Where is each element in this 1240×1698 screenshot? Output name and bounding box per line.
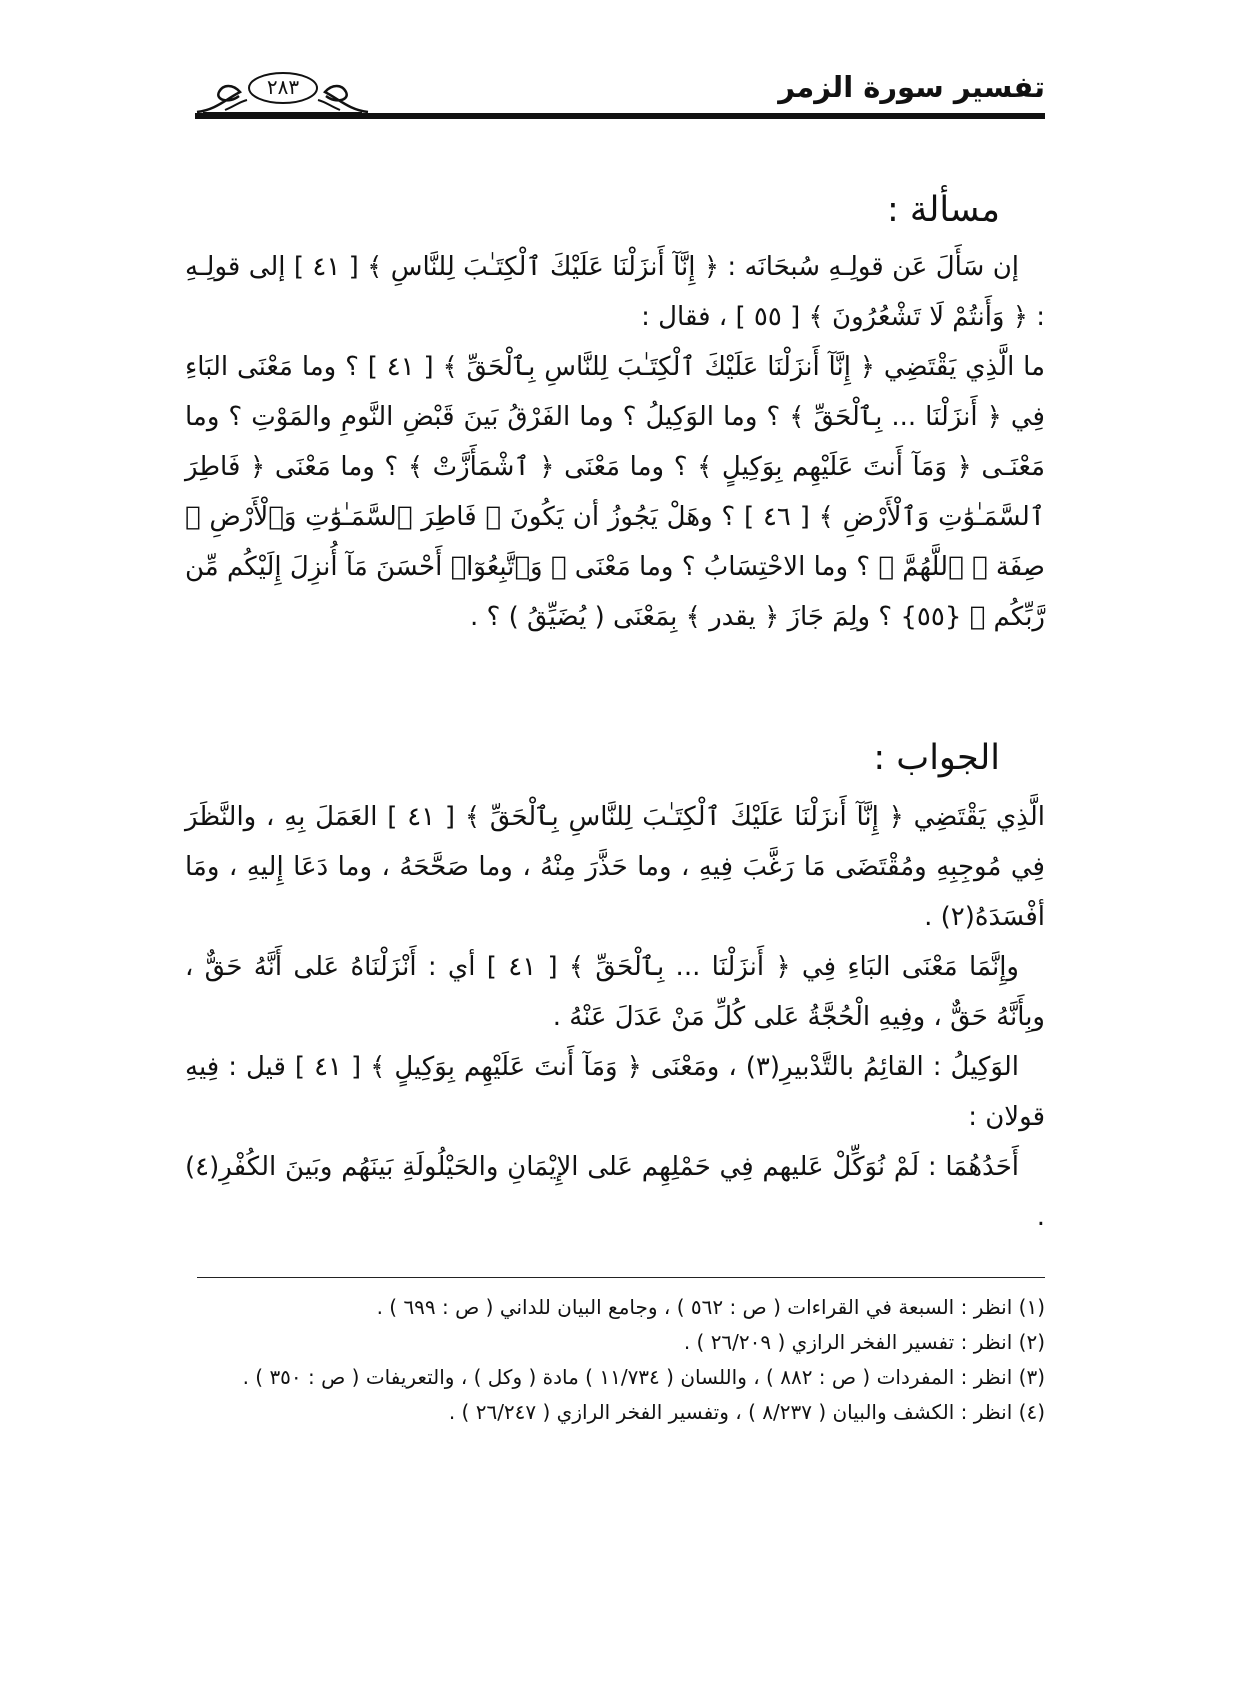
footnote-item <box>185 1360 1045 1395</box>
footnote-text: انظر : الكشف والبيان ( ٨/٢٣٧ ) ، وتفسير الفخر الرازي ( ٢٦/٢٤٧ ) . <box>448 1400 1013 1424</box>
answer-paragraph-3: الوَكِيلُ : القائِمُ بالتَّدْبيرِ(٣) ، ومَعْنَى ﴿ وَمَآ أَنتَ عَلَيْهِم بِوَكِيلٍ ﴾ [ ٤١ ] قيل : فِيهِ قولان : <box>185 1052 1045 1132</box>
header-rule <box>195 113 1045 119</box>
footnote-item <box>185 1290 1045 1325</box>
page-number-ornament <box>195 70 370 114</box>
page-header <box>195 70 1045 114</box>
question-paragraph-2: ما الَّذِي يَقْتَضِي ﴿ إِنَّآ أَنزَلْنَا عَلَيْكَ ٱلْكِتَـٰبَ لِلنَّاسِ بِٱلْحَقِّ ﴾ [ ٤١ ] ؟ وما مَعْنَى البَاءِ فِي ﴿ أَنزَلْنَا ... بِٱلْحَقِّ ﴾ ؟ وما الوَكِيلُ ؟ وما الفَرْقُ بَينَ قَبْضِ النَّومِ والمَوْتِ ؟ وما مَعْنَـى ﴿ وَمَآ أَنتَ عَلَيْهِم بِوَكِيلٍ ﴾ ؟ وما مَعْنَى ﴿ ٱشْمَأَزَّتْ ﴾ ؟ وما مَعْنَى ﴿ فَاطِرَ ٱلسَّمَـٰوَٰتِ وَٱلْأَرْضِ ﴾ [ ٤٦ ] ؟ وهَلْ يَجُوزُ أن يَكُونَ ﴿ فَاطِرَ ٱلسَّمَـٰوَٰتِ وَٱلْأَرْضِ ﴾ صِفَة ﴿ ٱللَّهُمَّ ﴾ ؟ وما الاحْتِسَابُ ؟ وما مَعْنَى ﴿ وَٱتَّبِعُوٓا۟ أَحْسَنَ مَآ أُنزِلَ إِلَيْكُم مِّن رَّبِّكُم ﴾ {٥٥} ؟ ولِمَ جَازَ ﴿ يقدر ﴾ بِمَعْنَى ( يُضَيِّقُ ) ؟ . <box>185 352 1046 632</box>
question-paragraph-1: إن سَأَلَ عَن قولِـهِ سُبحَانَه : ﴿ إِنَّآ أَنزَلْنَا عَلَيْكَ ٱلْكِتَـٰبَ لِلنَّاسِ ﴾ [ ٤١ ] إلى قولِـهِ : ﴿ وَأَنتُمْ لَا تَشْعُرُونَ ﴾ [ ٥٥ ] ، فقال : <box>185 252 1045 332</box>
answer-heading: الجواب : <box>873 738 1000 778</box>
answer-paragraph-2: وإِنَّمَا مَعْنَى البَاءِ فِي ﴿ أَنزَلْنَا ... بِٱلْحَقِّ ﴾ [ ٤١ ] أي : أَنْزَلْنَاهُ عَلى أَنَّهُ حَقٌّ ، وبِأَنَّهُ حَقٌّ ، وفِيهِ الْحُجَّةُ عَلى كُلِّ مَنْ عَدَلَ عَنْهُ . <box>185 952 1045 1032</box>
footnotes <box>185 1290 1045 1430</box>
footnote-text: انظر : السبعة في القراءات ( ص : ٥٦٢ ) ، وجامع البيان للداني ( ص : ٦٩٩ ) . <box>376 1295 1013 1319</box>
question-section <box>185 242 1045 642</box>
footnote-item <box>185 1395 1045 1430</box>
footnote-text: انظر : المفردات ( ص : ٨٨٢ ) ، واللسان ( ١١/٧٣٤ ) مادة ( وكل ) ، والتعريفات ( ص : ٣٥٠ ) . <box>242 1365 1013 1389</box>
answer-section <box>185 792 1045 1242</box>
footnote-number: (٢) <box>1018 1330 1045 1354</box>
footnote-number: (٤) <box>1018 1400 1045 1424</box>
footnote-divider <box>197 1277 1045 1278</box>
page-number: ٢٨٣ <box>266 75 300 99</box>
footnote-number: (١) <box>1018 1295 1045 1319</box>
question-heading: مسألة : <box>887 190 1000 230</box>
footnote-item <box>185 1325 1045 1360</box>
answer-paragraph-4: أَحَدُهُمَا : لَمْ نُوَكِّلْ عَليهم فِي حَمْلِهِم عَلى الإِيْمَانِ والحَيْلُولَةِ بَينَهُم وبَينَ الكُفْرِ(٤) . <box>185 1152 1045 1232</box>
footnote-text: انظر : تفسير الفخر الرازي ( ٢٦/٢٠٩ ) . <box>683 1330 1013 1354</box>
answer-paragraph-1: الَّذِي يَقْتَضِي ﴿ إِنَّآ أَنزَلْنَا عَلَيْكَ ٱلْكِتَـٰبَ لِلنَّاسِ بِٱلْحَقِّ ﴾ [ ٤١ ] العَمَلَ بِهِ ، والنَّظَرَ فِي مُوجِبِهِ ومُقْتَضَى مَا رَغَّبَ فِيهِ ، وما حَذَّرَ مِنْهُ ، وما صَحَّحَهُ ، وما دَعَا إِليهِ ، ومَا أفْسَدَهُ(٢) . <box>185 802 1045 932</box>
running-title: تفسير سورة الزمر <box>778 70 1045 104</box>
footnote-number: (٣) <box>1018 1365 1045 1389</box>
